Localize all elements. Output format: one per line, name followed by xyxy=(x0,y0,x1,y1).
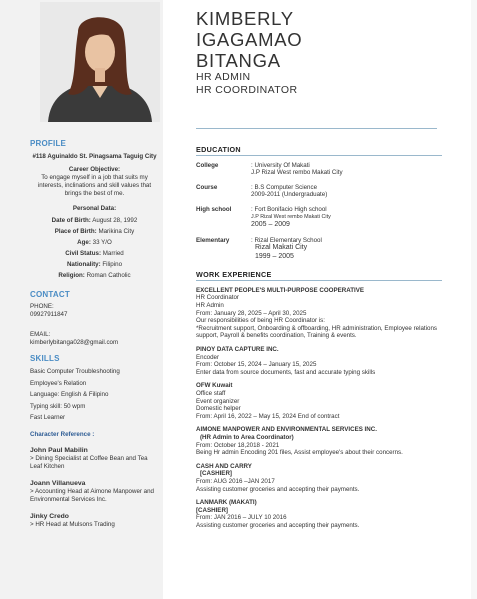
education-title: EDUCATION xyxy=(196,146,442,156)
job-entry: OFW Kuwait Office staff Event organizer Domestic helper From: April 16, 2022 – May 15, 2024 End of contract xyxy=(196,382,340,420)
left-column xyxy=(0,140,163,530)
job-entry: LANMARK (MAKATI) [CASHIER] From: JAN 2016 – JULY 10 2016 Assisting customer groceries and accepting their payments. xyxy=(196,499,360,529)
reference-name: John Paul Mabilin xyxy=(30,446,88,454)
job-entry: CASH AND CARRY [CASHIER] From: AUG 2016 –JAN 2017 Assisting customer groceries and accepting their payments. xyxy=(196,462,360,493)
reference-name: Jinky Credo xyxy=(30,513,69,521)
email-value[interactable]: kimberlybitanga028@gmail.com xyxy=(30,339,119,347)
reference-name: Joann Villanueva xyxy=(30,480,86,488)
reference-desc: > Accounting Head at Aimone Manpower and Environmental Services Inc. xyxy=(30,488,155,504)
name-first: KIMBERLY xyxy=(196,8,294,29)
reference-item xyxy=(30,447,159,471)
age-row: Age: 33 Y/O xyxy=(77,238,112,246)
reference-desc: > Dining Specialist at Coffee Bean and Tea Leaf Kitchen xyxy=(30,454,148,470)
religion-row: Religion: Roman Catholic xyxy=(58,271,131,279)
role-hr-coordinator: HR COORDINATOR xyxy=(196,83,298,96)
skill-item: Basic Computer Troubleshooting xyxy=(30,368,120,376)
name-middle: IGAGAMAO xyxy=(196,29,303,50)
right-column xyxy=(196,146,442,535)
profile-photo-image xyxy=(40,2,160,122)
skills-title: SKILLS xyxy=(30,354,60,364)
nationality-row: Nationality: Filipino xyxy=(66,260,123,268)
education-elementary: Elementary : Rizal Elementary School Rizal Makati City 1999 – 2005 xyxy=(196,236,322,260)
job-entry: EXCELLENT PEOPLE'S MULTI-PURPOSE COOPERATIVE HR Coordinator HR Admin From: January 28, 2025 – April 30, 2025 Our responsibilities of being HR Coordinator is: *Recruitment support, Onboarding & offboarding, HR administration, Employee relations support, Payroll & benefits coordination, Training & events. xyxy=(196,286,437,340)
reference-item xyxy=(30,480,159,504)
personal-data-label: Personal Data: xyxy=(72,204,117,212)
education-course: Course : B.S Computer Science 2009-2011 (Undergraduate) xyxy=(196,183,328,199)
reference-title: Character Reference : xyxy=(30,430,95,438)
contact-title: CONTACT xyxy=(30,289,70,299)
reference-desc: > HR Head at Mulsons Trading xyxy=(30,521,115,529)
pob-row: Place of Birth: Marikina City xyxy=(54,227,135,235)
phone-label: PHONE: xyxy=(30,302,54,310)
skill-item: Fast Learner xyxy=(30,414,66,422)
phone-value: 09927911847 xyxy=(30,310,68,318)
email-label: EMAIL: xyxy=(30,330,51,338)
personal-data xyxy=(30,215,159,281)
skill-item: Typing skill: 50 wpm xyxy=(30,402,86,410)
resume-header xyxy=(196,8,302,96)
skill-item: Language: English & Filipino xyxy=(30,391,109,399)
reference-item xyxy=(30,513,159,529)
objective-label: Career Objective: xyxy=(68,166,121,174)
work-title: WORK EXPERIENCE xyxy=(196,271,442,281)
profile-photo xyxy=(40,2,160,122)
dob-row: Date of Birth: August 28, 1992 xyxy=(51,216,138,224)
job-entry: AIMONE MANPOWER AND ENVIRONMENTAL SERVICES INC. (HR Admin to Area Coordinator) From: October 18,2018 - 2021 Being Hr admin Encoding 201 files, Assist employee's about their concerns. xyxy=(196,426,403,457)
education-college: College : University Of Makati J.P Rizal West rembo Makati City xyxy=(196,161,343,177)
header-divider xyxy=(196,128,437,129)
name-last: BITANGA xyxy=(196,50,281,71)
role-hr-admin: HR ADMIN xyxy=(196,71,251,83)
address: #118 Aguinaldo St. Pinagsama Taguig City xyxy=(32,153,157,161)
objective-text: To engage myself in a job that suits my interests, inclinations and skill values that brings the best of me. xyxy=(37,174,152,198)
skill-item: Employee's Relation xyxy=(30,379,87,387)
profile-title: PROFILE xyxy=(30,139,67,148)
education-high-school: High school : Fort Bonifacio High school J.P Rizal West rembo Makati City 2005 – 2009 xyxy=(196,205,331,229)
job-entry: PINOY DATA CAPTURE INC. Encoder From: October 15, 2024 – January 15, 2025 Enter data from source documents, fast and accurate typing skills xyxy=(196,346,376,376)
civil-status-row: Civil Status: Married xyxy=(65,249,124,257)
skills-list xyxy=(30,366,159,424)
scrollbar[interactable] xyxy=(471,0,477,599)
